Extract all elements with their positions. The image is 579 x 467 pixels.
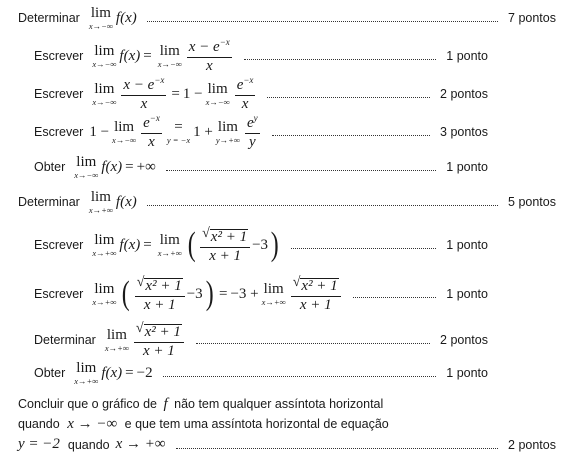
criterion-row-4 <box>0 114 488 151</box>
dot-leader <box>244 58 436 60</box>
math-expression: lim x→+∞ f(x) = −2 <box>74 360 153 386</box>
conclusion-line-2: quando x → −∞ e que tem uma assíntota horizontal de equação <box>18 416 389 432</box>
row-points: 2 pontos <box>440 333 488 348</box>
criterion-row-9 <box>0 321 488 360</box>
criterion-row-10 <box>0 361 488 386</box>
math-expression: lim x→−∞ f(x) = +∞ <box>74 154 156 180</box>
dot-leader <box>147 20 498 22</box>
row-points: 1 ponto <box>446 49 488 64</box>
math-expression: lim x→+∞ ( √ x² + 1 x + 1 − 3 ) = −3 + lim x→+∞ √ x² + 1 x + 1 <box>89 275 342 314</box>
dot-leader <box>267 96 430 98</box>
row-label: Determinar <box>18 11 80 26</box>
row-points: 3 pontos <box>440 125 488 140</box>
row-points: 1 ponto <box>446 287 488 302</box>
row-label: Determinar <box>34 333 96 348</box>
row-label: Escrever <box>34 238 84 253</box>
math-expression: lim x→+∞ f(x) = lim x→+∞ ( √ x² + 1 x + 1 − 3 ) <box>92 226 279 264</box>
criterion-row-1 <box>0 6 556 31</box>
criterion-row-7 <box>0 226 488 265</box>
dot-leader <box>166 169 436 171</box>
math-expression: lim x→+∞ f(x) <box>88 189 137 215</box>
criterion-row-2 <box>0 38 488 75</box>
math-expression: lim x→+∞ √ x² + 1 x + 1 <box>102 321 186 360</box>
row-points: 2 pontos <box>440 87 488 102</box>
math-expression: 1 − lim x→−∞ $\frac{e^{-x}}{x}$ = y = −x 1 + lim y→+∞ $e^y$ y <box>89 113 258 150</box>
dot-leader <box>147 204 498 206</box>
row-label: Obter <box>34 366 66 381</box>
dot-leader <box>163 375 437 377</box>
dot-leader <box>291 247 436 249</box>
dot-leader <box>196 342 430 344</box>
math-expression: lim x→−∞ f(x) <box>88 5 137 31</box>
dot-leader <box>353 296 437 298</box>
row-label: Obter <box>34 160 66 175</box>
row-label: Determinar <box>18 195 80 210</box>
row-points: 1 ponto <box>446 160 488 175</box>
row-points: 2 pontos <box>508 437 556 452</box>
row-points: 1 ponto <box>446 238 488 253</box>
math-expression: lim x→−∞ f(x) = lim x→−∞ $x - e^{-x}$ x <box>92 37 230 74</box>
dot-leader <box>176 447 498 449</box>
conclusion-line-1: Concluir que o gráfico de f não tem qualquer assíntota horizontal <box>18 396 384 412</box>
row-label: Escrever <box>34 287 84 302</box>
criterion-row-8 <box>0 275 488 314</box>
criterion-row-3 <box>0 76 488 113</box>
row-points: 5 pontos <box>508 195 556 210</box>
row-label: Escrever <box>34 49 84 64</box>
row-points: 7 pontos <box>508 11 556 26</box>
conclusion-line-3: y = −2 quando x → +∞ 2 pontos <box>18 436 556 452</box>
row-points: 1 ponto <box>446 366 488 381</box>
dot-leader <box>272 134 430 136</box>
criterion-row-5 <box>0 155 488 180</box>
math-expression: lim x→−∞ $\frac{x - e^{-x}}{x}$ = 1 − lim x→−∞ $e^{-x}$ x <box>92 75 254 112</box>
row-label: Escrever <box>34 125 84 140</box>
criterion-row-6 <box>0 190 556 215</box>
row-label: Escrever <box>34 87 84 102</box>
